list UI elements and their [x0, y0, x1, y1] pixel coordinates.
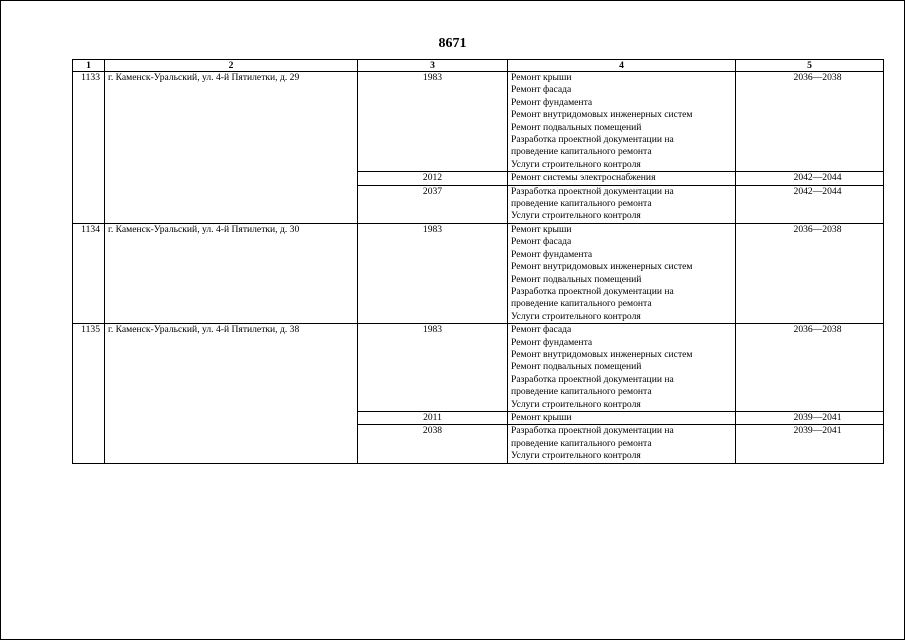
period-cell: [736, 223, 884, 323]
period-value: 2042—2044: [793, 185, 842, 197]
period-cell: [736, 425, 884, 463]
year-cell: 1983: [358, 223, 508, 323]
work-item: Ремонт фасада: [511, 324, 572, 336]
work-item: Ремонт фундамента: [511, 336, 593, 348]
period-cell: [736, 324, 884, 412]
entry-number-cell: 1135: [73, 324, 105, 463]
work-item: Услуги строительного контроля: [511, 310, 641, 322]
column-header-5: 5: [736, 60, 884, 72]
year-cell: 2012: [358, 172, 508, 185]
works-cell: [508, 223, 736, 323]
work-item: Ремонт фундамента: [511, 248, 593, 260]
works-cell: [508, 172, 736, 185]
work-item: Услуги строительного контроля: [511, 210, 641, 222]
header-row: [73, 60, 884, 72]
work-item: проведение капитального ремонта: [511, 146, 652, 158]
works-cell: [508, 185, 736, 223]
period-value: 2036—2038: [793, 324, 842, 336]
work-item: Ремонт внутридомовых инженерных систем: [511, 348, 693, 360]
work-item: Ремонт крыши: [511, 72, 572, 83]
register-table: [72, 59, 884, 464]
table-row: [73, 223, 884, 323]
work-item: Разработка проектной документации на: [511, 425, 674, 437]
work-item: Ремонт крыши: [511, 223, 572, 235]
period-cell: [736, 172, 884, 185]
period-cell: [736, 411, 884, 424]
column-header-2: 2: [105, 60, 358, 72]
work-item: Разработка проектной документации на: [511, 285, 674, 297]
work-item: Ремонт крыши: [511, 411, 572, 423]
work-item: Ремонт фундамента: [511, 96, 593, 108]
column-header-1: 1: [73, 60, 105, 72]
period-cell: [736, 185, 884, 223]
works-cell: [508, 324, 736, 412]
period-value: 2039—2041: [793, 425, 842, 437]
page-number: 8671: [438, 36, 467, 51]
address-cell: г. Каменск-Уральский, ул. 4-й Пятилетки, д. 29: [105, 72, 358, 224]
work-item: проведение капитального ремонта: [511, 298, 652, 310]
period-value: 2036—2038: [793, 223, 842, 235]
work-item: Ремонт подвальных помещений: [511, 121, 642, 133]
year-cell: 2037: [358, 185, 508, 223]
year-cell: 1983: [358, 72, 508, 172]
work-item: Ремонт фасада: [511, 84, 572, 96]
work-item: Услуги строительного контроля: [511, 450, 641, 462]
year-cell: 1983: [358, 324, 508, 412]
year-cell: 2011: [358, 411, 508, 424]
column-header-3: 3: [358, 60, 508, 72]
work-item: Разработка проектной документации на: [511, 134, 674, 146]
work-item: Разработка проектной документации на: [511, 185, 674, 197]
table-row: [73, 72, 884, 172]
address-cell: г. Каменск-Уральский, ул. 4-й Пятилетки, д. 38: [105, 324, 358, 463]
works-cell: [508, 425, 736, 463]
address-cell: г. Каменск-Уральский, ул. 4-й Пятилетки, д. 30: [105, 223, 358, 323]
work-item: Ремонт подвальных помещений: [511, 273, 642, 285]
period-cell: [736, 72, 884, 172]
entry-number-cell: 1134: [73, 223, 105, 323]
work-item: Разработка проектной документации на: [511, 373, 674, 385]
work-item: Ремонт фасада: [511, 236, 572, 248]
year-cell: 2038: [358, 425, 508, 463]
work-item: Ремонт подвальных помещений: [511, 361, 642, 373]
period-value: 2042—2044: [793, 172, 842, 184]
period-value: 2039—2041: [793, 411, 842, 423]
work-item: проведение капитального ремонта: [511, 437, 652, 449]
table-body: [73, 60, 884, 464]
works-cell: [508, 411, 736, 424]
work-item: Ремонт внутридомовых инженерных систем: [511, 261, 693, 273]
period-value: 2036—2038: [793, 72, 842, 83]
works-cell: [508, 72, 736, 172]
table-row: [73, 324, 884, 412]
entry-number-cell: 1133: [73, 72, 105, 224]
work-item: проведение капитального ремонта: [511, 386, 652, 398]
work-item: Ремонт системы электроснабжения: [511, 172, 656, 184]
work-item: Услуги строительного контроля: [511, 398, 641, 410]
work-item: Ремонт внутридомовых инженерных систем: [511, 109, 693, 121]
work-item: проведение капитального ремонта: [511, 198, 652, 210]
column-header-4: 4: [508, 60, 736, 72]
work-item: Услуги строительного контроля: [511, 158, 641, 170]
